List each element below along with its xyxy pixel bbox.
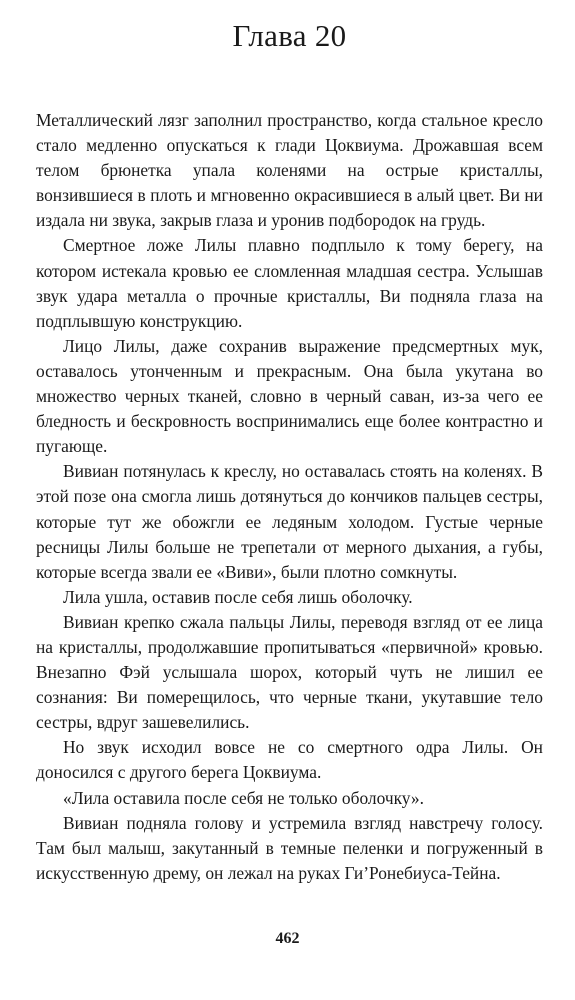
paragraph: Вивиан подняла голову и устремила взгляд навстречу голосу. Там был малыш, закутанный в темные пеленки и погруженный в искусственную дрему, он лежал на руках Ги’Ронебиуса-Тейна. — [36, 812, 543, 883]
paragraph: Но звук исходил вовсе не со смертного одра Лилы. Он доносился с другого берега Цоквиума. — [36, 737, 543, 783]
page-number: 462 — [275, 930, 300, 947]
paragraph: Смертное ложе Лилы плавно подплыло к тому берегу, на котором истекала кровью ее сломленная младшая сестра. Услышав звук удара металла о прочные кристаллы, Ви подняла глаза на подплывшую конструкцию. — [36, 235, 543, 331]
paragraph: Лила ушла, оставив после себя лишь оболочку. — [63, 586, 413, 607]
paragraph: «Лила оставила после себя не только оболочку». — [63, 787, 424, 808]
paragraph: Лицо Лилы, даже сохранив выражение предсмертных мук, оставалось утонченным и прекрасным. Она была укутана во множество черных тканей, словно в черный саван, из-за чего ее бледность и бескровность воспринимались еще более контрастно и пугающе. — [36, 335, 543, 457]
paragraph: Металлический лязг заполнил пространство, когда стальное кресло стало медленно опускаться к глади Цоквиума. Дрожавшая всем телом брюнетка упала коленями на острые кристаллы, вонзившиеся в плоть и мгновенно окрасившиеся в алый цвет. Ви ни издала ни звука, закрыв глаза и уронив подбородок на грудь. — [36, 110, 543, 231]
chapter-body — [36, 108, 543, 886]
chapter-title: Глава 20 — [232, 18, 347, 53]
paragraph: Вивиан потянулась к креслу, но оставалась стоять на коленях. В этой позе она смогла лишь дотянуться до кончиков пальцев сестры, которые тут же обожгли ее ледяным холодом. Густые черные ресницы Лилы больше не трепетали от мерного дыхания, а губы, которые всегда звали ее «Виви», были плотно сомкнуты. — [36, 461, 543, 582]
paragraph: Вивиан крепко сжала пальцы Лилы, переводя взгляд от ее лица на кристаллы, продолжавшие пропитываться «первичной» кровью. Внезапно Фэй услышала шорох, который чуть не лишил ее сознания: Ви померещилось, что черные ткани, укутавшие тело сестры, вдруг зашевелились. — [36, 611, 543, 733]
